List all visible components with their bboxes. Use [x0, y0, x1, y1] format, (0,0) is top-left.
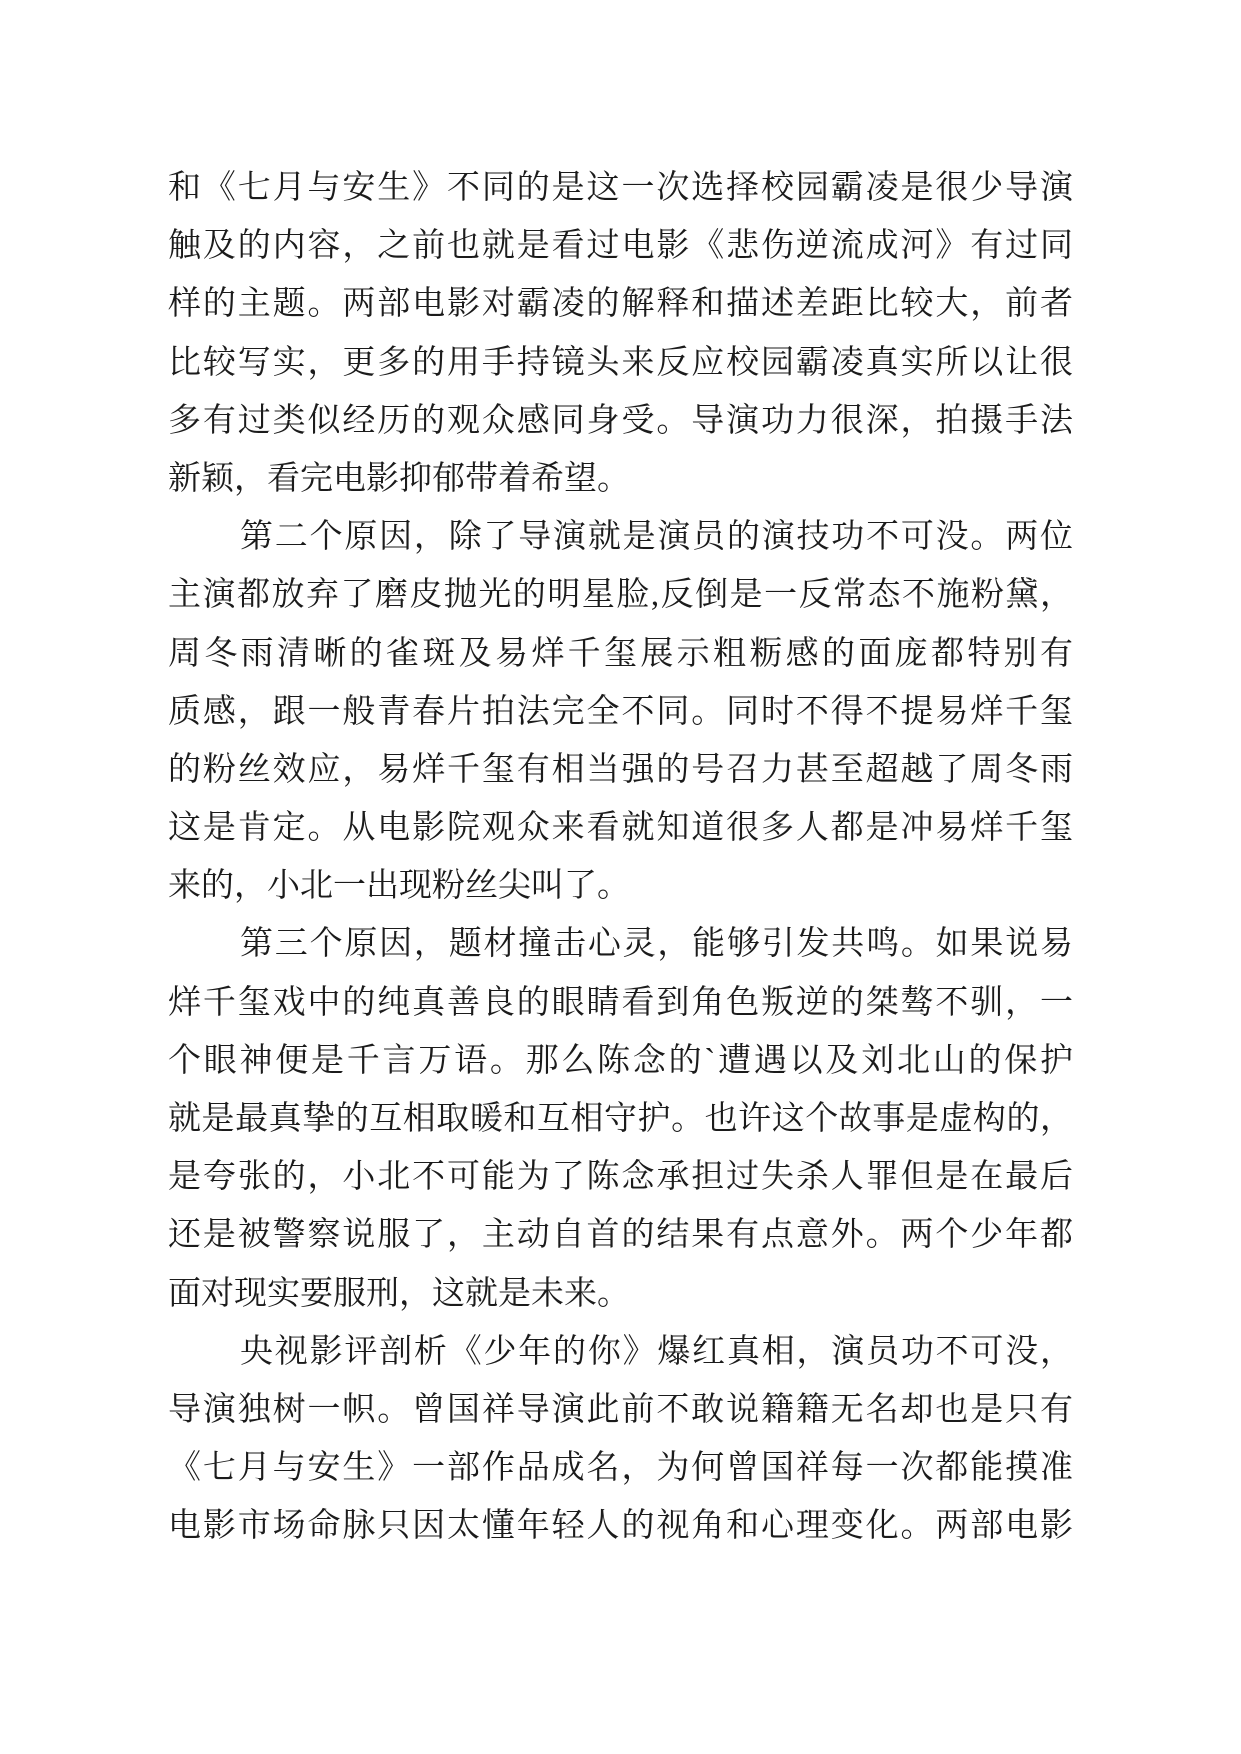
- text-line: 这是肯定。从电影院观众来看就知道很多人都是冲易烊千玺: [168, 810, 1073, 847]
- text-line: 第三个原因，题材撞击心灵，能够引发共鸣。如果说易: [240, 926, 1073, 963]
- text-line: 面对现实要服刑，这就是未来。: [168, 1275, 630, 1312]
- text-line: 多有过类似经历的观众感同身受。导演功力很深，拍摄手法: [168, 402, 1073, 439]
- text-line: 导演独树一帜。曾国祥导演此前不敢说籍籍无名却也是只有: [168, 1391, 1073, 1428]
- text-line: 电影市场命脉只因太懂年轻人的视角和心理变化。两部电影: [168, 1508, 1073, 1545]
- text-line: 新颖，看完电影抑郁带着希望。: [168, 460, 630, 497]
- text-line: 《七月与安生》一部作品成名，为何曾国祥每一次都能摸准: [168, 1450, 1073, 1487]
- text-line: 央视影评剖析《少年的你》爆红真相，演员功不可没，: [240, 1333, 1073, 1370]
- text-line: 质感，跟一般青春片拍法完全不同。同时不得不提易烊千玺: [168, 693, 1073, 730]
- text-line: 触及的内容，之前也就是看过电影《悲伤逆流成河》有过同: [168, 228, 1073, 265]
- text-line: 周冬雨清晰的雀斑及易烊千玺展示粗粝感的面庞都特别有: [168, 635, 1073, 672]
- text-line: 和《七月与安生》不同的是这一次选择校园霸凌是很少导演: [168, 170, 1073, 206]
- text-line: 是夸张的，小北不可能为了陈念承担过失杀人罪但是在最后: [168, 1159, 1073, 1196]
- text-line: 第二个原因，除了导演就是演员的演技功不可没。两位: [240, 519, 1073, 556]
- document-body-text: [168, 159, 1073, 1556]
- paragraph: [168, 915, 1073, 1322]
- text-line: 样的主题。两部电影对霸凌的解释和描述差距比较大，前者: [168, 286, 1073, 323]
- text-line: 烊千玺戏中的纯真善良的眼睛看到角色叛逆的桀骜不驯，一: [168, 984, 1073, 1021]
- text-line: 来的，小北一出现粉丝尖叫了。: [168, 868, 630, 905]
- text-line: 主演都放弃了磨皮抛光的明星脸,反倒是一反常态不施粉黛，: [168, 577, 1073, 614]
- text-line: 比较写实，更多的用手持镜头来反应校园霸凌真实所以让很: [168, 344, 1073, 381]
- paragraph: [168, 508, 1073, 915]
- paragraph: [168, 159, 1073, 508]
- text-line: 个眼神便是千言万语。那么陈念的`遭遇以及刘北山的保护: [168, 1042, 1073, 1079]
- text-line: 还是被警察说服了，主动自首的结果有点意外。两个少年都: [168, 1217, 1073, 1254]
- paragraph: [168, 1323, 1073, 1556]
- text-line: 就是最真挚的互相取暖和互相守护。也许这个故事是虚构的，: [168, 1101, 1073, 1137]
- text-line: 的粉丝效应，易烊千玺有相当强的号召力甚至超越了周冬雨: [168, 751, 1073, 788]
